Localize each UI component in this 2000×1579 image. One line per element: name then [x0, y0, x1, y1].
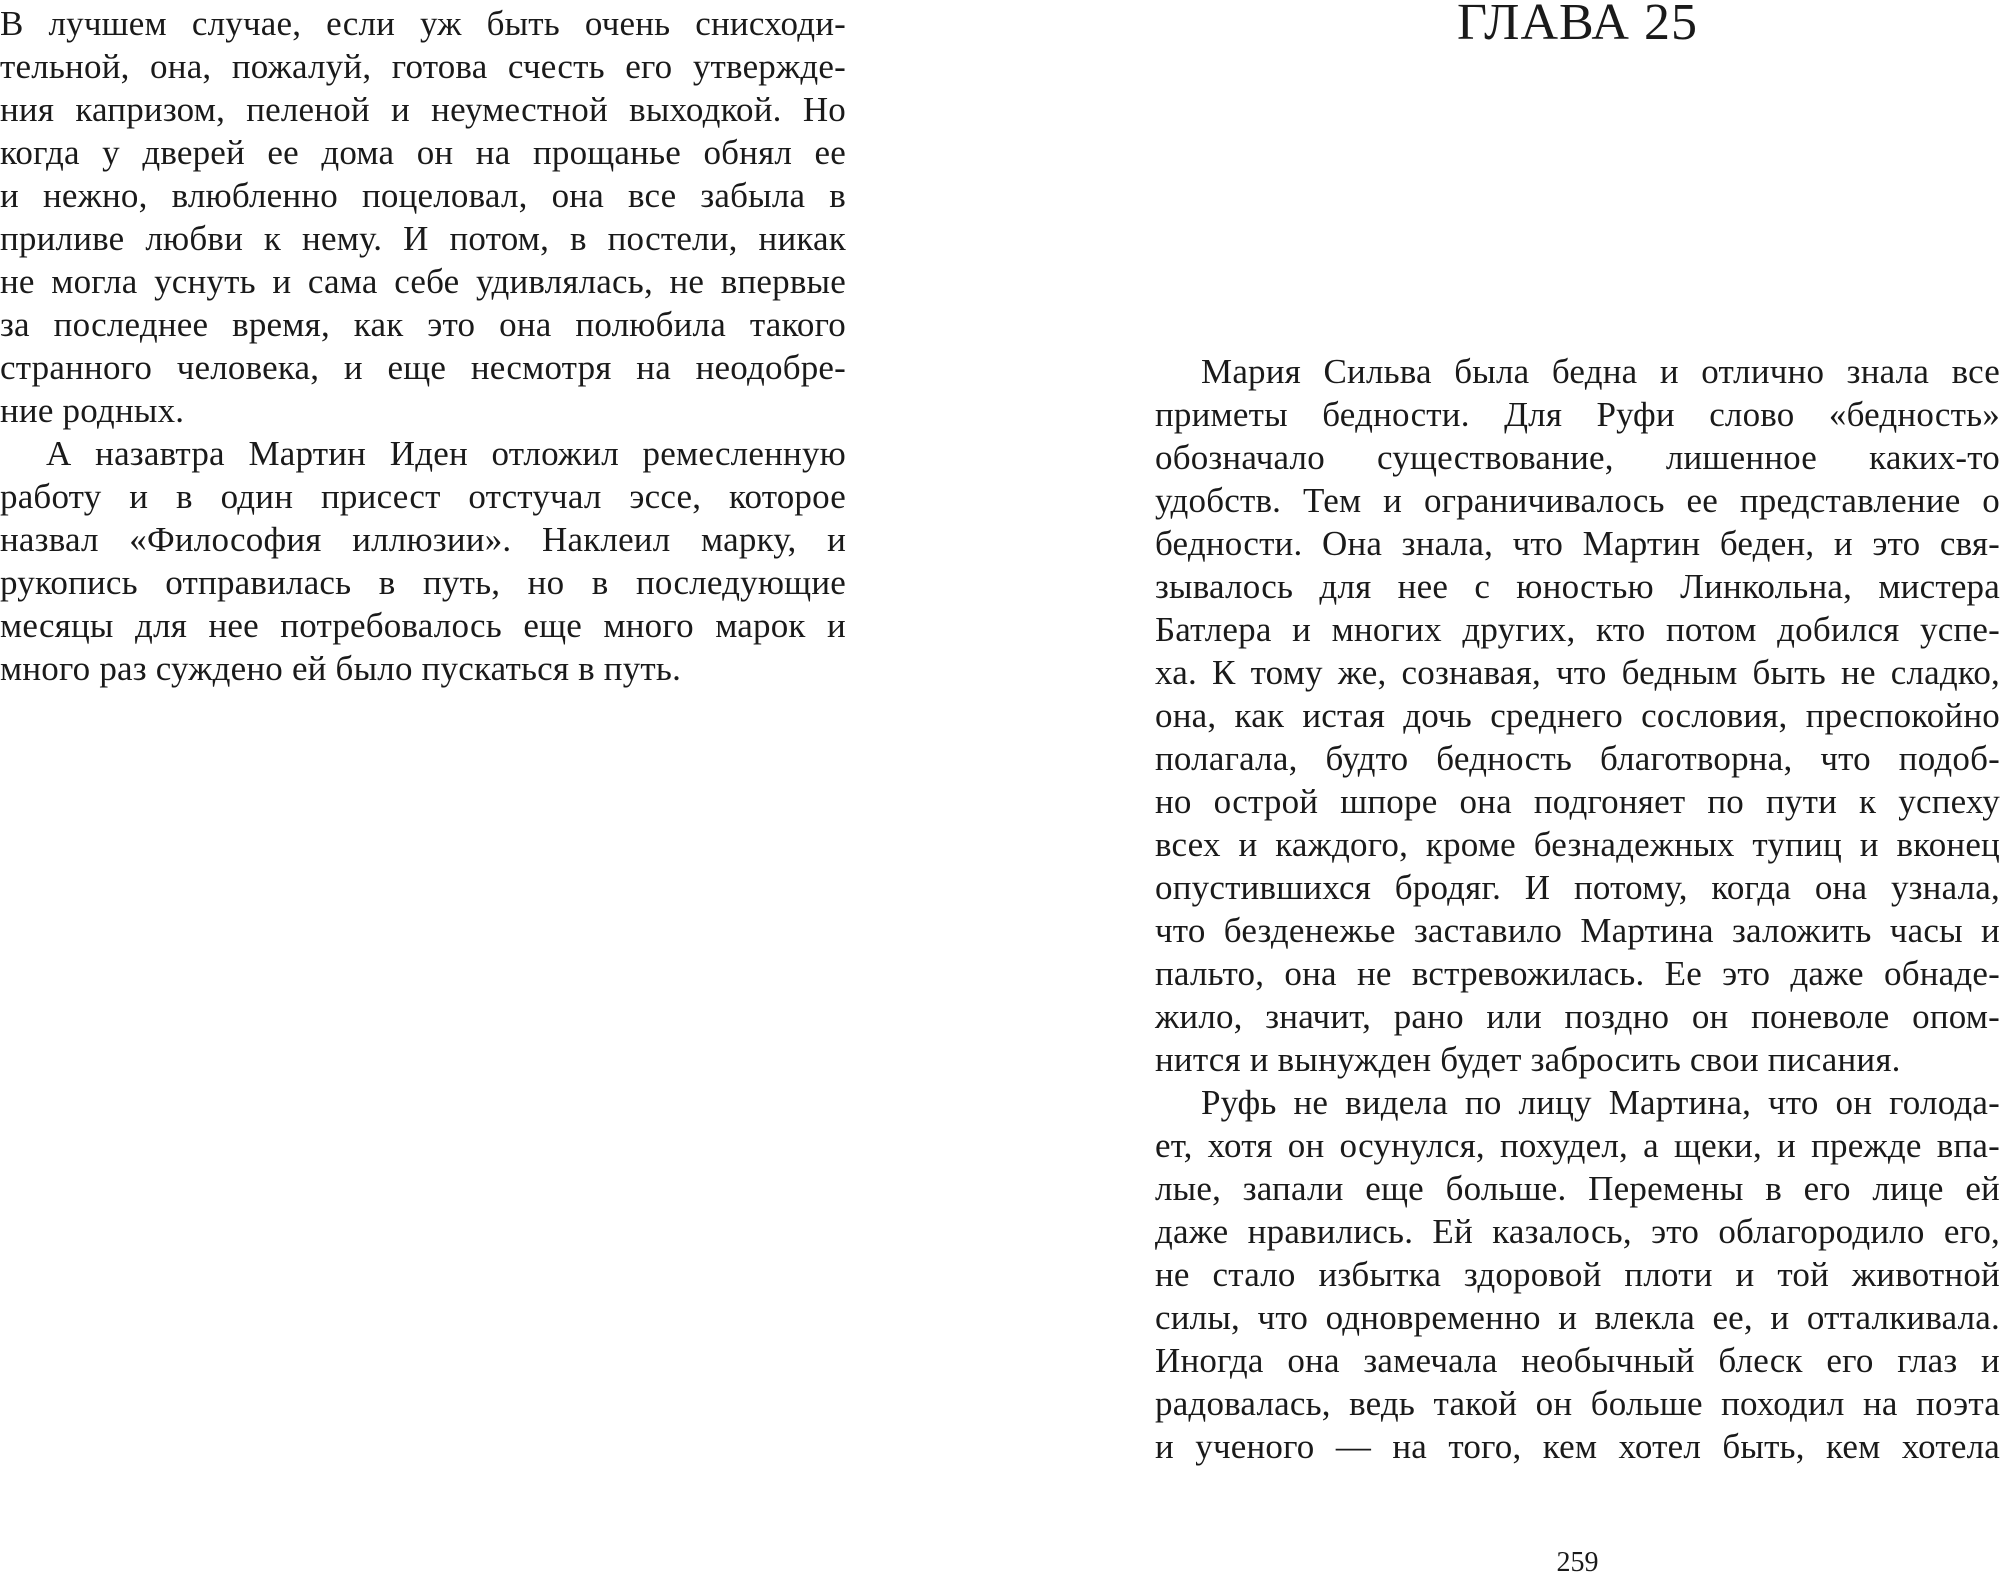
text-line: Иногда она замечала необычный блеск его глаз и	[1155, 1341, 2000, 1380]
text-line: В лучшем случае, если уж быть очень снисходи-	[0, 4, 846, 43]
right-page	[1155, 0, 2000, 1579]
text-line: радовалась, ведь такой он больше походил на поэта	[1155, 1384, 2000, 1423]
text-line: странного человека, и еще несмотря на неодобре-	[0, 348, 846, 387]
text-line: назвал «Философия иллюзии». Наклеил марку, и	[0, 520, 846, 559]
text-line: Батлера и многих других, кто потом добился успе-	[1155, 610, 2000, 649]
text-line: пальто, она не встревожилась. Ее это даже обнаде-	[1155, 954, 2000, 993]
text-line: месяцы для нее потребовалось еще много марок и	[0, 606, 846, 645]
text-line: но острой шпоре она подгоняет по пути к успеху	[1155, 782, 2000, 821]
page-number: 259	[1556, 1547, 1599, 1578]
text-line: всех и каждого, кроме безнадежных тупиц и вконец	[1155, 825, 2000, 864]
text-line: зывалось для нее с юностью Линкольна, мистера	[1155, 567, 2000, 606]
text-line: лые, запали еще больше. Перемены в его лице ей	[1155, 1169, 2000, 1208]
text-line: когда у дверей ее дома он на прощанье обнял ее	[0, 133, 846, 172]
left-page	[0, 0, 846, 1579]
text-line: опустившихся бродяг. И потому, когда она узнала,	[1155, 868, 2000, 907]
text-line: Мария Сильва была бедна и отлично знала все	[1201, 352, 2000, 391]
text-line: обозначало существование, лишенное каких-то	[1155, 438, 2000, 477]
text-line: много раз суждено ей было пускаться в путь.	[0, 649, 682, 688]
left-page-text	[0, 2, 846, 690]
text-line: за последнее время, как это она полюбила такого	[0, 305, 846, 344]
paragraph	[0, 2, 846, 432]
text-line: даже нравились. Ей казалось, это облагородило его,	[1155, 1212, 2000, 1251]
paragraph	[1155, 1081, 2000, 1468]
text-line: А назавтра Мартин Иден отложил ремесленную	[46, 434, 846, 473]
text-line: ния капризом, пеленой и неуместной выходкой. Но	[0, 90, 846, 129]
text-line: ха. К тому же, сознавая, что бедным быть не сладко,	[1155, 653, 2000, 692]
text-line: бедности. Она знала, что Мартин беден, и это свя-	[1155, 524, 2000, 563]
text-line: Руфь не видела по лицу Мартина, что он голода-	[1201, 1083, 2000, 1122]
text-line: приметы бедности. Для Руфи слово «бедность»	[1155, 395, 2000, 434]
paragraph	[1155, 350, 2000, 1081]
paragraph	[0, 432, 846, 690]
text-line: ние родных.	[0, 391, 185, 430]
text-line: не стало избытка здоровой плоти и той животной	[1155, 1255, 2000, 1294]
text-line: работу и в один присест отстучал эссе, которое	[0, 477, 846, 516]
text-line: удобств. Тем и ограничивалось ее представление о	[1155, 481, 2000, 520]
text-line: полагала, будто бедность благотворна, что подоб-	[1155, 739, 2000, 778]
text-line: не могла уснуть и сама себе удивлялась, не впервые	[0, 262, 846, 301]
chapter-title: ГЛАВА 25	[1457, 0, 1698, 51]
right-page-text	[1155, 350, 2000, 1468]
text-line: приливе любви к нему. И потом, в постели, никак	[0, 219, 846, 258]
text-line: нится и вынужден будет забросить свои писания.	[1155, 1040, 1901, 1079]
text-line: что безденежье заставило Мартина заложить часы и	[1155, 911, 2000, 950]
text-line: и ученого — на того, кем хотел быть, кем хотела	[1155, 1427, 2000, 1466]
text-line: она, как истая дочь среднего сословия, преспокойно	[1155, 696, 2000, 735]
text-line: и нежно, влюбленно поцеловал, она все забыла в	[0, 176, 846, 215]
text-line: тельной, она, пожалуй, готова счесть его утвержде-	[0, 47, 846, 86]
text-line: силы, что одновременно и влекла ее, и отталкивала.	[1155, 1298, 2000, 1337]
text-line: жило, значит, рано или поздно он поневоле опом-	[1155, 997, 2000, 1036]
text-line: рукопись отправилась в путь, но в последующие	[0, 563, 846, 602]
text-line: ет, хотя он осунулся, похудел, а щеки, и прежде впа-	[1155, 1126, 2000, 1165]
